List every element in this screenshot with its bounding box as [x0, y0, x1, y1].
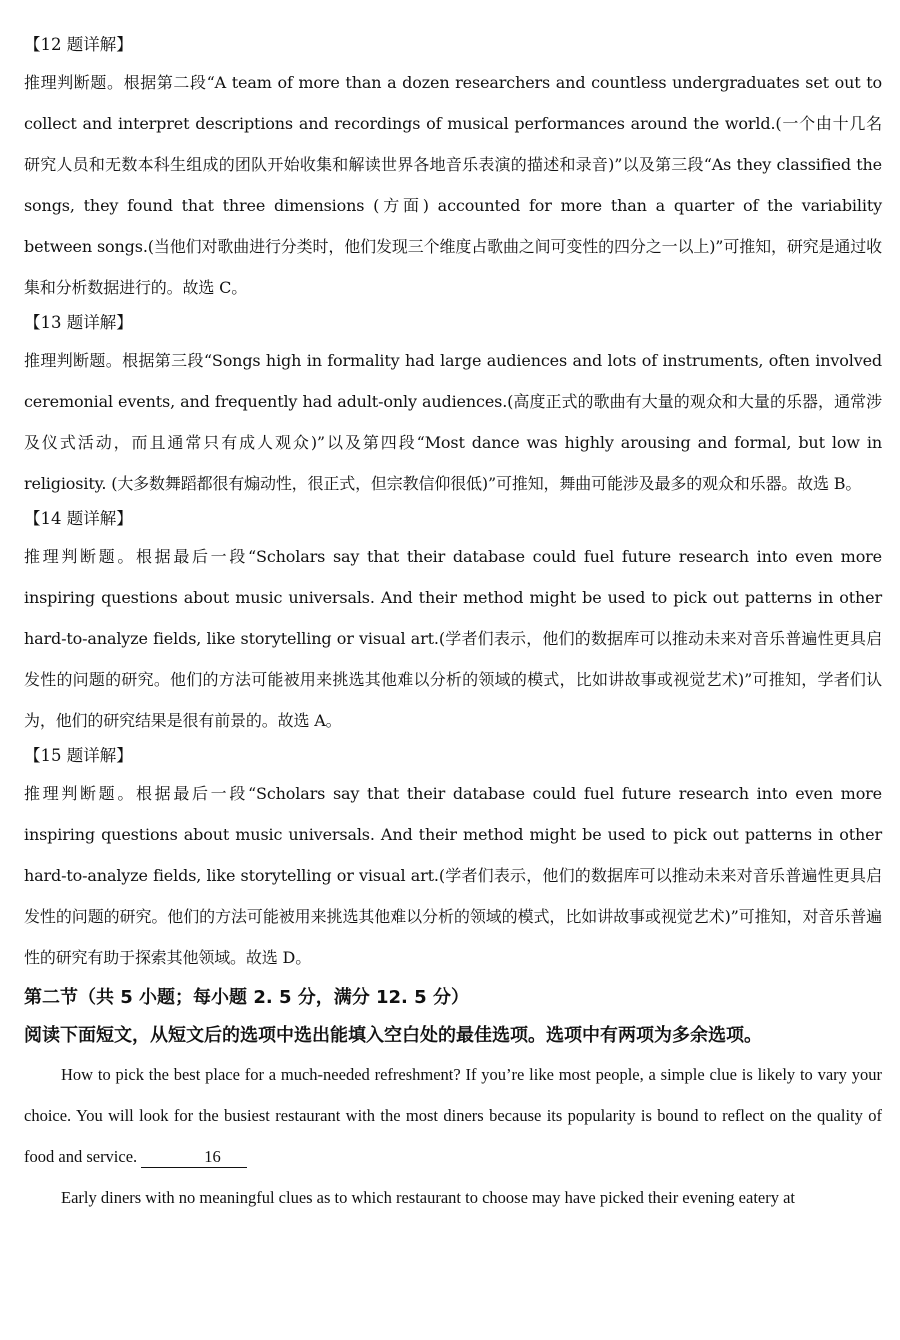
part-two-instruction: 阅读下面短文，从短文后的选项中选出能填入空白处的最佳选项。选项中有两项为多余选项。	[24, 1025, 762, 1046]
section-heading: 【14 题详解】	[24, 509, 133, 528]
answer-blank: 16	[141, 1147, 247, 1168]
section-heading: 【13 题详解】	[24, 313, 133, 332]
answer-explanation-13	[24, 308, 882, 504]
answer-explanation-15	[24, 741, 882, 978]
explanation-text: 推理判断题。根据最后一段“Scholars say that their database could fuel future research into even more inspiring questions about music universals. And their method might be used to pick out patterns in other hard-to-analyze fields, like storytelling or visual art.(学者们表示，他们的数据库可以推动未来对音乐普遍性更具启发性的问题的研究。他们的方法可能被用来挑选其他难以分析的领域的模式，比如讲故事或视觉艺术)”可推知，对音乐普遍性的研究有助于探索其他领域。故选 D。	[24, 784, 882, 967]
passage-text: How to pick the best place for a much-needed refreshment? If you’re like most people, a simple clue is likely to vary your choice. You will look for the busiest restaurant with the most diners because its popularity is bound to reflect on the quality of food and service.	[24, 1065, 882, 1166]
reading-passage-paragraph	[24, 1177, 882, 1218]
section-heading: 【15 题详解】	[24, 746, 133, 765]
reading-passage-paragraph	[24, 1054, 882, 1177]
explanation-text: 推理判断题。根据最后一段“Scholars say that their database could fuel future research into even more inspiring questions about music universals. And their method might be used to pick out patterns in other hard-to-analyze fields, like storytelling or visual art.(学者们表示，他们的数据库可以推动未来对音乐普遍性更具启发性的问题的研究。他们的方法可能被用来挑选其他难以分析的领域的模式，比如讲故事或视觉艺术)”可推知，学者们认为，他们的研究结果是很有前景的。故选 A。	[24, 547, 882, 730]
section-heading: 【12 题详解】	[24, 35, 133, 54]
document-page	[24, 30, 882, 1218]
answer-explanation-12	[24, 30, 882, 308]
part-two-title: 第二节（共 5 小题；每小题 2. 5 分，满分 12. 5 分）	[24, 987, 469, 1008]
passage-text: Early diners with no meaningful clues as to which restaurant to choose may have picked their evening eatery at	[61, 1188, 796, 1207]
answer-explanation-14	[24, 504, 882, 741]
explanation-text: 推理判断题。根据第二段“A team of more than a dozen researchers and countless undergraduates set out to collect and interpret descriptions and recordings of musical performances around the world.(一个由十几名研究人员和无数本科生组成的团队开始收集和解读世界各地音乐表演的描述和录音)”以及第三段“As they classified the songs, they found that three dimensions (方面) accounted for more than a quarter of the variability between songs.(当他们对歌曲进行分类时，他们发现三个维度占歌曲之间可变性的四分之一以上)”可推知，研究是通过收集和分析数据进行的。故选 C。	[24, 73, 882, 297]
explanation-text: 推理判断题。根据第三段“Songs high in formality had large audiences and lots of instruments, often involved ceremonial events, and frequently had adult-only audiences.(高度正式的歌曲有大量的观众和大量的乐器，通常涉及仪式活动，而且通常只有成人观众)”以及第四段“Most dance was highly arousing and formal, but low in religiosity. (大多数舞蹈都很有煽动性，很正式，但宗教信仰很低)”可推知，舞曲可能涉及最多的观众和乐器。故选 B。	[24, 351, 882, 493]
